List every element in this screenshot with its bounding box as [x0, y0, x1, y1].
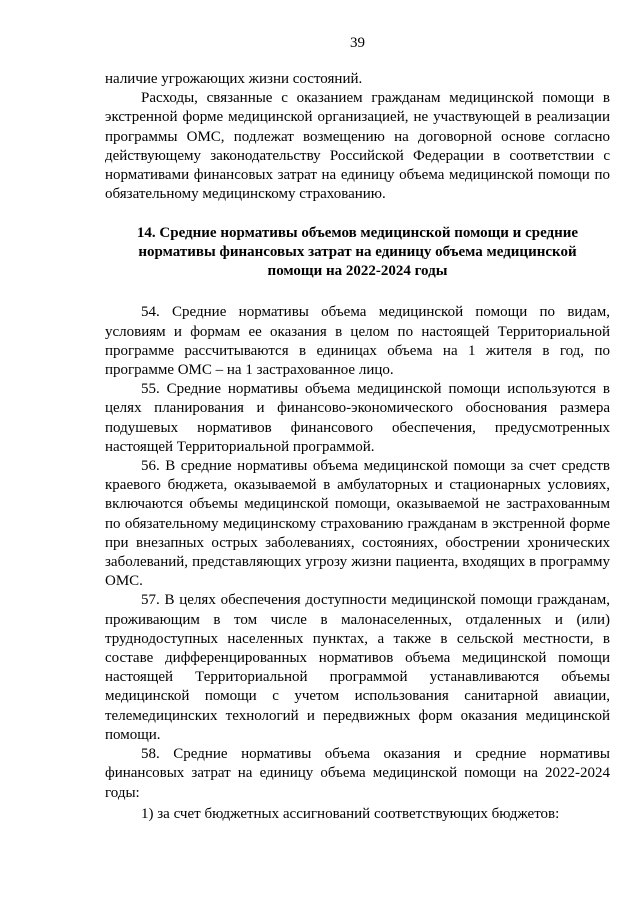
list-item-1: 1) за счет бюджетных ассигнований соответствующих бюджетов: — [141, 805, 560, 822]
paragraph-57: 57. В целях обеспечения доступности медицинской помощи гражданам, проживающим в том числе в малонаселенных, отдаленных и (или) труднодоступных населенных пунктах, а также в сельской местности, в составе дифференцированных нормативов объема медицинской помощи настоящей Территориальной программой устанавливаются объемы медицинской помощи с учетом использования санитарной авиации, телемедицинских технологий и передвижных форм оказания медицинской помощи. — [105, 592, 610, 743]
paragraph-55: 55. Средние нормативы объема медицинской помощи используются в целях планирования и финансово-экономического обоснования размера подушевых нормативов финансового обеспечения, предусмотренных настоящей Территориальной программой. — [105, 381, 610, 455]
paragraph-58: 58. Средние нормативы объема оказания и средние нормативы финансовых затрат на единицу объема медицинской помощи на 2022-2024 годы: — [105, 746, 610, 801]
document-page — [105, 34, 610, 824]
page-number: 39 — [350, 35, 365, 51]
section-heading: 14. Средние нормативы объемов медицинской помощи и средние нормативы финансовых затрат на единицу объема медицинской помощи на 2022-2024 годы — [136, 225, 579, 280]
paragraph-54: 54. Средние нормативы объема медицинской помощи по видам, условиям и формам ее оказания в целом по настоящей Территориальной программе рассчитываются в единицах объема на 1 жителя в год, по программе ОМС – на 1 застрахованное лицо. — [105, 304, 610, 379]
paragraph-expenses: Расходы, связанные с оказанием гражданам медицинской помощи в экстренной форме медицинской организацией, не участвующей в реализации программы ОМС, подлежат возмещению на договорной основе согласно действующему законодательству Российской Федерации в соответствии с нормативами финансовых затрат на единицу объема медицинской помощи по обязательному медицинскому страхованию. — [105, 90, 610, 203]
paragraph-56: 56. В средние нормативы объема медицинской помощи за счет средств краевого бюджета, оказываемой в амбулаторных и стационарных условиях, включаются объемы медицинской помощи, оказываемой не застрахованным по обязательному медицинскому страхованию гражданам в экстренной форме при внезапных острых заболеваниях, состояниях, обострении хронических заболеваний, представляющих угрозу жизни пациента, входящих в программу ОМС. — [105, 458, 610, 590]
paragraph-continuation: наличие угрожающих жизни состояний. — [105, 71, 363, 87]
